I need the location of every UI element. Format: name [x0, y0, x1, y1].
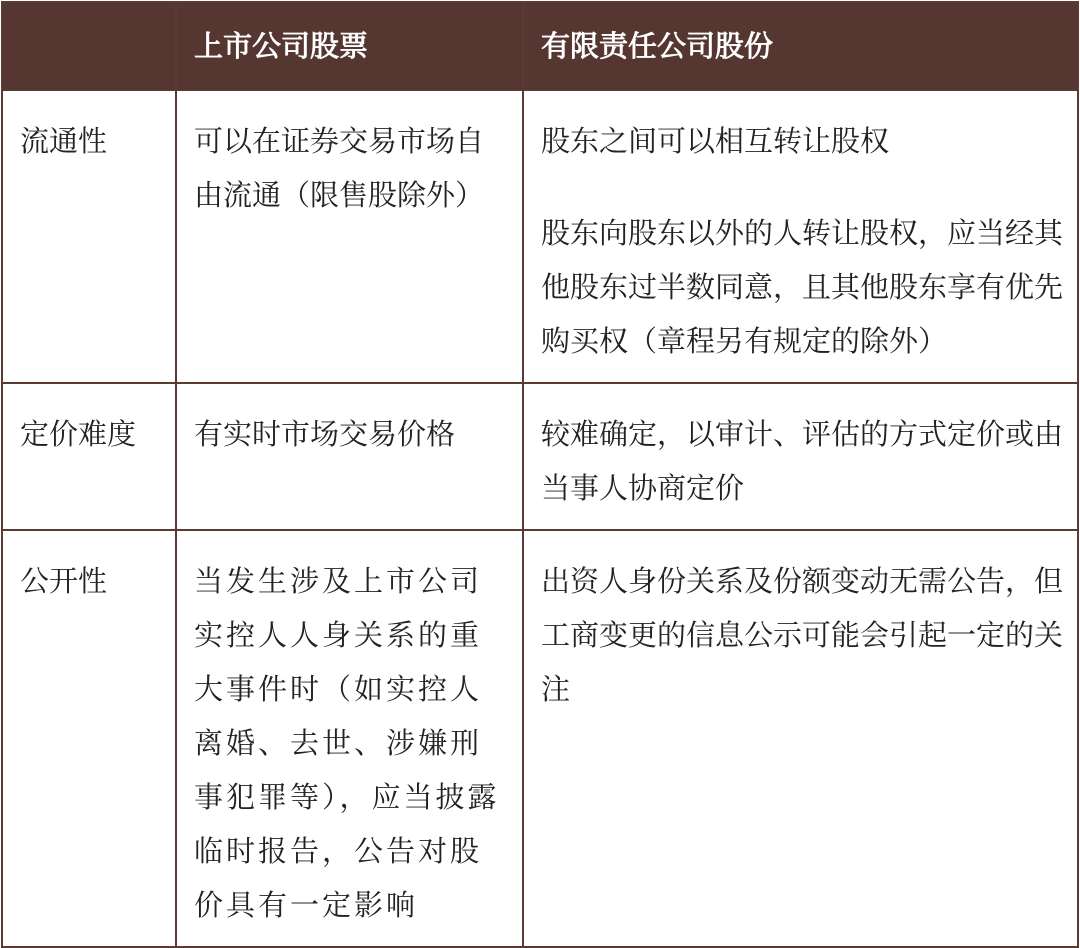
- cell-text: 当发生涉及上市公司实控人人身关系的重大事件时（如实控人离婚、去世、涉嫌刑事犯罪等），应当披露临时报告，公告对股价具有一定影响: [194, 564, 500, 922]
- cell-text: 有实时市场交易价格: [194, 417, 456, 451]
- cell-liquidity-listed: [176, 90, 523, 383]
- header-empty-cell: [2, 2, 176, 90]
- cell-pricing-listed: [176, 383, 523, 530]
- table-row-publicity: [2, 530, 1078, 947]
- cell-text: 较难确定，以审计、评估的方式定价或由当事人协商定价: [541, 417, 1064, 505]
- header-listed-company-stock: 上市公司股票: [176, 2, 523, 90]
- header-row: [2, 2, 1078, 90]
- table-row-liquidity: [2, 90, 1078, 383]
- comparison-table: [1, 1, 1079, 948]
- cell-pricing-llc: [523, 383, 1078, 530]
- cell-publicity-llc: [523, 530, 1078, 947]
- cell-text: 股东之间可以相互转让股权: [541, 124, 890, 158]
- header-llc-shares: 有限责任公司股份: [523, 2, 1078, 90]
- row-label-liquidity: 流通性: [2, 90, 176, 383]
- cell-text: 股东向股东以外的人转让股权，应当经其他股东过半数同意，且其他股东享有优先购买权（章程另有规定的除外）: [541, 216, 1064, 358]
- row-label-pricing-difficulty: 定价难度: [2, 383, 176, 530]
- cell-text: 出资人身份关系及份额变动无需公告，但工商变更的信息公示可能会引起一定的关注: [541, 564, 1064, 706]
- cell-liquidity-llc: [523, 90, 1078, 383]
- cell-publicity-listed: [176, 530, 523, 947]
- cell-text: 可以在证券交易市场自由流通（限售股除外）: [194, 124, 485, 212]
- comparison-table-container: [1, 1, 1077, 931]
- row-label-publicity: 公开性: [2, 530, 176, 947]
- table-row-pricing-difficulty: [2, 383, 1078, 530]
